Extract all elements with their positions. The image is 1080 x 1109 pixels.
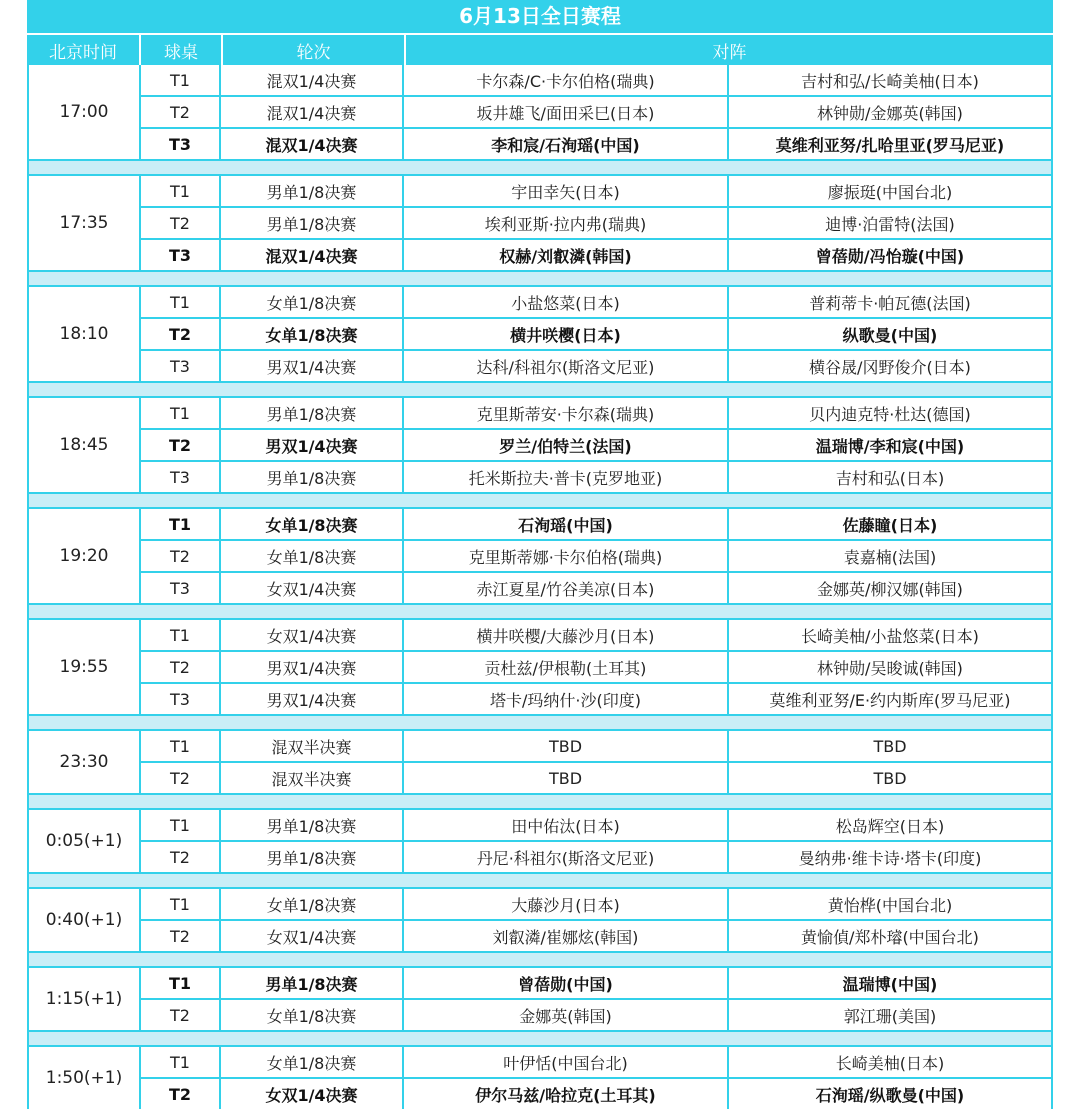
match-rows (141, 65, 1051, 159)
table-row (141, 1047, 1051, 1079)
player-b-cell: 迪博·泊雷特(法国) (825, 214, 955, 234)
match-rows (141, 889, 1051, 951)
player-a-cell: 克里斯蒂娜·卡尔伯格(瑞典) (404, 541, 729, 571)
table-cell: T1 (141, 176, 221, 206)
player-b-cell: 长崎美柚(日本) (835, 1053, 945, 1073)
time-block (27, 810, 1053, 872)
table-row (141, 810, 1051, 842)
player-b-cell: 金娜英/柳汉娜(韩国) (817, 579, 963, 599)
table-row (141, 462, 1051, 492)
player-a-cell: 小盐悠菜(日本) (404, 287, 729, 317)
round-cell: 混双1/4决赛 (221, 97, 404, 127)
round-cell: 男单1/8决赛 (221, 208, 404, 238)
table-row (141, 319, 1051, 351)
round-cell: 男单1/8决赛 (221, 176, 404, 206)
table-cell: T2 (141, 652, 221, 682)
table-cell: T2 (141, 97, 221, 127)
table-cell: T3 (141, 240, 221, 270)
table-cell: T1 (141, 287, 221, 317)
player-a-cell: 横井咲樱/大藤沙月(日本) (404, 620, 729, 650)
time-cell: 1:50(+1) (29, 1047, 141, 1109)
time-cell: 17:35 (29, 176, 141, 270)
player-a-cell: 横井咲樱(日本) (404, 319, 729, 349)
table-row (141, 968, 1051, 1000)
table-cell: T1 (141, 810, 221, 840)
player-a-cell: 叶伊恬(中国台北) (404, 1047, 729, 1077)
match-rows (141, 398, 1051, 492)
time-cell: 23:30 (29, 731, 141, 793)
player-a-cell: TBD (404, 763, 729, 793)
table-row (141, 921, 1051, 951)
round-cell: 混双1/4决赛 (221, 65, 404, 95)
player-a-cell: 权赫/刘叡潾(韩国) (404, 240, 729, 270)
time-block (27, 398, 1053, 492)
player-b-cell: 贝内迪克特·杜达(德国) (809, 404, 971, 424)
table-row (141, 65, 1051, 97)
table-row (141, 97, 1051, 129)
player-b-cell: 林钟勋/吴晙诚(韩国) (817, 658, 963, 678)
table-cell: T3 (141, 573, 221, 603)
header-match: 对阵 (712, 42, 747, 63)
player-a-cell: 埃利亚斯·拉内弗(瑞典) (404, 208, 729, 238)
round-cell: 女单1/8决赛 (221, 1047, 404, 1077)
table-cell: T1 (141, 731, 221, 761)
time-block (27, 889, 1053, 951)
table-row (141, 763, 1051, 793)
time-cell: 18:45 (29, 398, 141, 492)
player-b-cell: 吉村和弘(日本) (835, 468, 945, 488)
table-cell: T2 (141, 1079, 221, 1109)
time-block (27, 509, 1053, 603)
table-row (141, 398, 1051, 430)
header-round: 轮次 (223, 35, 406, 65)
player-b-cell: 黄怡桦(中国台北) (827, 895, 953, 915)
time-cell: 0:05(+1) (29, 810, 141, 872)
table-cell: T1 (141, 398, 221, 428)
player-a-cell: 卡尔森/C·卡尔伯格(瑞典) (404, 65, 729, 95)
player-b-cell: 温瑞博/李和宸(中国) (815, 436, 965, 456)
block-separator (27, 1030, 1053, 1047)
table-cell: T3 (141, 462, 221, 492)
block-separator (27, 714, 1053, 731)
player-b-cell: 石洵瑶/纵歌曼(中国) (815, 1085, 965, 1105)
round-cell: 男单1/8决赛 (221, 968, 404, 998)
player-a-cell: 刘叡潾/崔娜炫(韩国) (404, 921, 729, 951)
table-cell: T1 (141, 65, 221, 95)
round-cell: 女单1/8决赛 (221, 1000, 404, 1030)
player-b-cell: 松岛辉空(日本) (835, 816, 945, 836)
player-a-cell: 罗兰/伯特兰(法国) (404, 430, 729, 460)
table-row (141, 1000, 1051, 1030)
table-row (141, 731, 1051, 763)
round-cell: 女单1/8决赛 (221, 541, 404, 571)
player-b-cell: 普莉蒂卡·帕瓦德(法国) (809, 293, 971, 313)
table-cell: T2 (141, 319, 221, 349)
table-cell: T1 (141, 620, 221, 650)
table-row (141, 684, 1051, 714)
time-block (27, 968, 1053, 1030)
table-cell: T2 (141, 1000, 221, 1030)
player-a-cell: 托米斯拉夫·普卡(克罗地亚) (404, 462, 729, 492)
time-block (27, 176, 1053, 270)
round-cell: 男双1/4决赛 (221, 351, 404, 381)
block-separator (27, 492, 1053, 509)
match-rows (141, 176, 1051, 270)
match-rows (141, 1047, 1051, 1109)
table-row (141, 889, 1051, 921)
player-a-cell: 丹尼·科祖尔(斯洛文尼亚) (404, 842, 729, 872)
block-separator (27, 603, 1053, 620)
table-cell: T1 (141, 509, 221, 539)
table-row (141, 509, 1051, 541)
block-separator (27, 270, 1053, 287)
player-a-cell: 曾蓓勋(中国) (404, 968, 729, 998)
table-cell: T2 (141, 541, 221, 571)
table-header (27, 33, 1053, 65)
match-rows (141, 731, 1051, 793)
block-separator (27, 872, 1053, 889)
round-cell: 男双1/4决赛 (221, 430, 404, 460)
player-b-cell: 廖振珽(中国台北) (827, 182, 953, 202)
round-cell: 混双半决赛 (221, 731, 404, 761)
player-b-cell: 曼纳弗·维卡诗·塔卡(印度) (798, 848, 982, 868)
round-cell: 女单1/8决赛 (221, 287, 404, 317)
table-row (141, 240, 1051, 270)
round-cell: 男双1/4决赛 (221, 652, 404, 682)
table-row (141, 652, 1051, 684)
block-separator (27, 951, 1053, 968)
table-cell: T3 (141, 129, 221, 159)
table-row (141, 351, 1051, 381)
player-b-cell: 横谷晟/冈野俊介(日本) (809, 357, 971, 377)
round-cell: 女单1/8决赛 (221, 889, 404, 919)
table-cell: T2 (141, 921, 221, 951)
time-cell: 1:15(+1) (29, 968, 141, 1030)
table-cell: T2 (141, 208, 221, 238)
block-separator (27, 793, 1053, 810)
time-block (27, 620, 1053, 714)
player-b-cell: TBD (873, 768, 907, 788)
table-cell: T3 (141, 684, 221, 714)
match-rows (141, 968, 1051, 1030)
player-a-cell: 塔卡/玛纳什·沙(印度) (404, 684, 729, 714)
round-cell: 男单1/8决赛 (221, 842, 404, 872)
player-a-cell: 大藤沙月(日本) (404, 889, 729, 919)
round-cell: 男单1/8决赛 (221, 398, 404, 428)
round-cell: 男单1/8决赛 (221, 810, 404, 840)
time-cell: 19:55 (29, 620, 141, 714)
player-a-cell: 坂井雄飞/面田采巳(日本) (404, 97, 729, 127)
player-a-cell: 石洵瑶(中国) (404, 509, 729, 539)
player-b-cell: 莫维利亚努/扎哈里亚(罗马尼亚) (775, 135, 1005, 155)
schedule-table (27, 0, 1053, 1109)
table-cell: T2 (141, 763, 221, 793)
player-b-cell: 吉村和弘/长崎美柚(日本) (801, 71, 979, 91)
round-cell: 混双半决赛 (221, 763, 404, 793)
table-cell: T1 (141, 889, 221, 919)
match-rows (141, 287, 1051, 381)
schedule-body (27, 65, 1053, 1109)
round-cell: 混双1/4决赛 (221, 240, 404, 270)
header-time: 北京时间 (27, 35, 141, 65)
table-cell: T1 (141, 1047, 221, 1077)
round-cell: 女单1/8决赛 (221, 319, 404, 349)
player-a-cell: 田中佑汰(日本) (404, 810, 729, 840)
player-a-cell: 克里斯蒂安·卡尔森(瑞典) (404, 398, 729, 428)
round-cell: 女单1/8决赛 (221, 509, 404, 539)
round-cell: 混双1/4决赛 (221, 129, 404, 159)
table-row (141, 620, 1051, 652)
player-b-cell: TBD (873, 736, 907, 756)
table-cell: T3 (141, 351, 221, 381)
time-cell: 17:00 (29, 65, 141, 159)
table-row (141, 541, 1051, 573)
table-row (141, 842, 1051, 872)
table-row (141, 1079, 1051, 1109)
round-cell: 男单1/8决赛 (221, 462, 404, 492)
time-block (27, 731, 1053, 793)
round-cell: 女双1/4决赛 (221, 921, 404, 951)
player-b-cell: 林钟勋/金娜英(韩国) (817, 103, 963, 123)
table-row (141, 129, 1051, 159)
player-b-cell: 温瑞博(中国) (842, 974, 938, 994)
player-a-cell: 赤江夏星/竹谷美凉(日本) (404, 573, 729, 603)
player-a-cell: 宇田幸矢(日本) (404, 176, 729, 206)
block-separator (27, 381, 1053, 398)
player-b-cell: 佐藤瞳(日本) (842, 515, 938, 535)
round-cell: 男双1/4决赛 (221, 684, 404, 714)
table-row (141, 430, 1051, 462)
time-block (27, 65, 1053, 159)
table-cell: T2 (141, 842, 221, 872)
time-block (27, 1047, 1053, 1109)
player-b-cell: 郭江珊(美国) (843, 1006, 937, 1026)
round-cell: 女双1/4决赛 (221, 1079, 404, 1109)
time-cell: 0:40(+1) (29, 889, 141, 951)
player-a-cell: 李和宸/石洵瑶(中国) (404, 129, 729, 159)
match-rows (141, 620, 1051, 714)
block-separator (27, 159, 1053, 176)
player-b-cell: 曾蓓勋/冯怡璇(中国) (815, 246, 965, 266)
table-cell: T1 (141, 968, 221, 998)
header-table: 球桌 (141, 35, 223, 65)
time-cell: 19:20 (29, 509, 141, 603)
table-row (141, 176, 1051, 208)
player-b-cell: 袁嘉楠(法国) (843, 547, 937, 567)
table-cell: T2 (141, 430, 221, 460)
player-a-cell: TBD (404, 731, 729, 761)
round-cell: 女双1/4决赛 (221, 620, 404, 650)
page-title: 6月13日全日赛程 (27, 0, 1053, 33)
time-block (27, 287, 1053, 381)
player-b-cell: 黄愉偵/郑朴璿(中国台北) (801, 927, 979, 947)
time-cell: 18:10 (29, 287, 141, 381)
player-a-cell: 伊尔马兹/哈拉克(土耳其) (404, 1079, 729, 1109)
match-rows (141, 509, 1051, 603)
table-row (141, 573, 1051, 603)
match-rows (141, 810, 1051, 872)
player-a-cell: 金娜英(韩国) (404, 1000, 729, 1030)
player-b-cell: 长崎美柚/小盐悠菜(日本) (801, 626, 979, 646)
player-a-cell: 达科/科祖尔(斯洛文尼亚) (404, 351, 729, 381)
player-b-cell: 纵歌曼(中国) (842, 325, 938, 345)
round-cell: 女双1/4决赛 (221, 573, 404, 603)
table-row (141, 208, 1051, 240)
player-b-cell: 莫维利亚努/E·约内斯库(罗马尼亚) (769, 690, 1011, 710)
table-row (141, 287, 1051, 319)
player-a-cell: 贡杜兹/伊根勒(土耳其) (404, 652, 729, 682)
